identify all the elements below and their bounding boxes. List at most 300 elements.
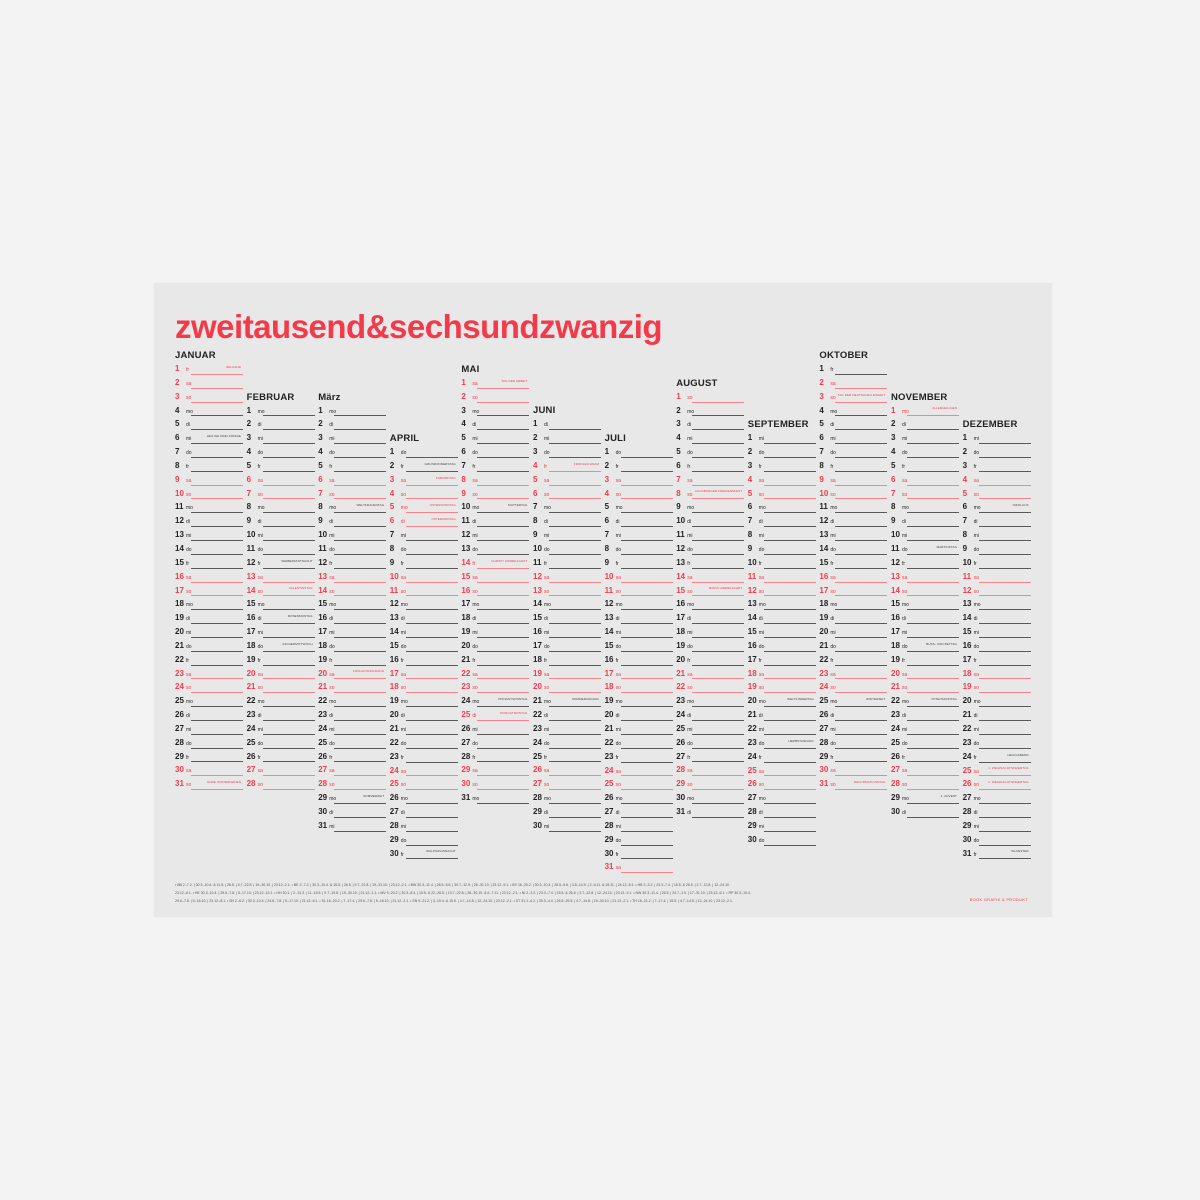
day-row[interactable]: [819, 446, 887, 460]
day-row[interactable]: [390, 571, 458, 585]
day-row[interactable]: [461, 654, 529, 668]
day-row[interactable]: [676, 501, 744, 515]
day-row[interactable]: [819, 640, 887, 654]
day-row[interactable]: [605, 612, 673, 626]
day-row[interactable]: [533, 751, 601, 765]
day-row[interactable]: [390, 695, 458, 709]
day-row[interactable]: [175, 598, 243, 612]
day-row[interactable]: [963, 626, 1031, 640]
day-row[interactable]: [963, 709, 1031, 723]
day-row[interactable]: [676, 640, 744, 654]
day-row[interactable]: [891, 501, 959, 515]
day-row[interactable]: [175, 612, 243, 626]
day-row[interactable]: [461, 626, 529, 640]
day-row[interactable]: [247, 751, 315, 765]
day-row[interactable]: [175, 529, 243, 543]
day-row[interactable]: [748, 765, 816, 779]
day-row[interactable]: [318, 405, 386, 419]
day-row[interactable]: [748, 654, 816, 668]
day-row[interactable]: [175, 778, 243, 792]
day-row[interactable]: [605, 820, 673, 834]
day-row[interactable]: [891, 460, 959, 474]
day-row[interactable]: [605, 460, 673, 474]
day-row[interactable]: [533, 598, 601, 612]
day-row[interactable]: [748, 585, 816, 599]
day-row[interactable]: [390, 474, 458, 488]
day-row[interactable]: [390, 612, 458, 626]
day-row[interactable]: [461, 668, 529, 682]
day-row[interactable]: [748, 792, 816, 806]
day-row[interactable]: [390, 778, 458, 792]
day-row[interactable]: [533, 543, 601, 557]
day-row[interactable]: [891, 668, 959, 682]
day-row[interactable]: [676, 723, 744, 737]
day-row[interactable]: [605, 792, 673, 806]
day-row[interactable]: [891, 557, 959, 571]
day-row[interactable]: [318, 764, 386, 778]
day-row[interactable]: [605, 585, 673, 599]
day-row[interactable]: [748, 612, 816, 626]
day-row[interactable]: [461, 571, 529, 585]
day-row[interactable]: [175, 543, 243, 557]
day-row[interactable]: [390, 806, 458, 820]
day-row[interactable]: [605, 668, 673, 682]
day-row[interactable]: [533, 709, 601, 723]
day-row[interactable]: [819, 543, 887, 557]
day-row[interactable]: [247, 557, 315, 571]
day-row[interactable]: [676, 557, 744, 571]
day-row[interactable]: [891, 405, 959, 419]
day-row[interactable]: [819, 695, 887, 709]
day-row[interactable]: [891, 792, 959, 806]
day-row[interactable]: [748, 515, 816, 529]
day-row[interactable]: [533, 792, 601, 806]
day-row[interactable]: [175, 709, 243, 723]
day-row[interactable]: [676, 391, 744, 405]
day-row[interactable]: [461, 446, 529, 460]
day-row[interactable]: [533, 432, 601, 446]
day-row[interactable]: [605, 557, 673, 571]
day-row[interactable]: [676, 598, 744, 612]
day-row[interactable]: [247, 529, 315, 543]
day-row[interactable]: [605, 861, 673, 875]
day-row[interactable]: [390, 681, 458, 695]
day-row[interactable]: [390, 640, 458, 654]
day-row[interactable]: [533, 474, 601, 488]
day-row[interactable]: [247, 432, 315, 446]
day-row[interactable]: [390, 529, 458, 543]
day-row[interactable]: [318, 792, 386, 806]
day-row[interactable]: [390, 654, 458, 668]
day-row[interactable]: [748, 834, 816, 848]
day-row[interactable]: [963, 460, 1031, 474]
day-row[interactable]: [247, 612, 315, 626]
day-row[interactable]: [175, 654, 243, 668]
day-row[interactable]: [247, 695, 315, 709]
day-row[interactable]: [318, 626, 386, 640]
day-row[interactable]: [963, 820, 1031, 834]
day-row[interactable]: [605, 543, 673, 557]
day-row[interactable]: [676, 792, 744, 806]
day-row[interactable]: [605, 654, 673, 668]
day-row[interactable]: [533, 820, 601, 834]
day-row[interactable]: [748, 432, 816, 446]
day-row[interactable]: [891, 515, 959, 529]
day-row[interactable]: [963, 501, 1031, 515]
day-row[interactable]: [318, 751, 386, 765]
day-row[interactable]: [247, 418, 315, 432]
day-row[interactable]: [819, 529, 887, 543]
day-row[interactable]: [676, 446, 744, 460]
day-row[interactable]: [318, 820, 386, 834]
day-row[interactable]: [318, 585, 386, 599]
day-row[interactable]: [390, 557, 458, 571]
day-row[interactable]: [676, 764, 744, 778]
day-row[interactable]: [891, 723, 959, 737]
day-row[interactable]: [533, 626, 601, 640]
day-row[interactable]: [318, 432, 386, 446]
day-row[interactable]: [247, 737, 315, 751]
day-row[interactable]: [390, 737, 458, 751]
day-row[interactable]: [891, 806, 959, 820]
day-row[interactable]: [461, 515, 529, 529]
day-row[interactable]: [676, 626, 744, 640]
day-row[interactable]: [891, 764, 959, 778]
day-row[interactable]: [819, 363, 887, 377]
day-row[interactable]: [676, 806, 744, 820]
day-row[interactable]: [891, 598, 959, 612]
day-row[interactable]: [318, 737, 386, 751]
day-row[interactable]: [247, 709, 315, 723]
day-row[interactable]: [748, 695, 816, 709]
day-row[interactable]: [461, 723, 529, 737]
day-row[interactable]: [819, 515, 887, 529]
day-row[interactable]: [247, 515, 315, 529]
day-row[interactable]: [748, 474, 816, 488]
day-row[interactable]: [390, 709, 458, 723]
day-row[interactable]: [390, 598, 458, 612]
day-row[interactable]: [819, 432, 887, 446]
day-row[interactable]: [676, 488, 744, 502]
day-row[interactable]: [175, 363, 243, 377]
day-row[interactable]: [819, 474, 887, 488]
day-row[interactable]: [819, 709, 887, 723]
day-row[interactable]: [963, 515, 1031, 529]
day-row[interactable]: [533, 571, 601, 585]
day-row[interactable]: [390, 515, 458, 529]
day-row[interactable]: [891, 612, 959, 626]
day-row[interactable]: [461, 391, 529, 405]
day-row[interactable]: [390, 668, 458, 682]
day-row[interactable]: [533, 488, 601, 502]
day-row[interactable]: [175, 488, 243, 502]
day-row[interactable]: [676, 751, 744, 765]
day-row[interactable]: [963, 640, 1031, 654]
day-row[interactable]: [390, 585, 458, 599]
day-row[interactable]: [390, 626, 458, 640]
day-row[interactable]: [748, 543, 816, 557]
day-row[interactable]: [247, 654, 315, 668]
day-row[interactable]: [247, 405, 315, 419]
day-row[interactable]: [963, 612, 1031, 626]
day-row[interactable]: [318, 501, 386, 515]
day-row[interactable]: [748, 806, 816, 820]
day-row[interactable]: [175, 377, 243, 391]
day-row[interactable]: [533, 778, 601, 792]
day-row[interactable]: [963, 792, 1031, 806]
day-row[interactable]: [175, 723, 243, 737]
day-row[interactable]: [819, 654, 887, 668]
day-row[interactable]: [748, 709, 816, 723]
day-row[interactable]: [963, 571, 1031, 585]
day-row[interactable]: [676, 778, 744, 792]
day-row[interactable]: [390, 792, 458, 806]
day-row[interactable]: [318, 612, 386, 626]
day-row[interactable]: [247, 488, 315, 502]
day-row[interactable]: [748, 640, 816, 654]
day-row[interactable]: [676, 709, 744, 723]
day-row[interactable]: [748, 626, 816, 640]
day-row[interactable]: [819, 418, 887, 432]
day-row[interactable]: [533, 695, 601, 709]
day-row[interactable]: [748, 737, 816, 751]
day-row[interactable]: [748, 460, 816, 474]
day-row[interactable]: [247, 460, 315, 474]
day-row[interactable]: [318, 474, 386, 488]
day-row[interactable]: [175, 695, 243, 709]
day-row[interactable]: [247, 585, 315, 599]
day-row[interactable]: [318, 446, 386, 460]
day-row[interactable]: [533, 737, 601, 751]
day-row[interactable]: [318, 668, 386, 682]
day-row[interactable]: [819, 571, 887, 585]
day-row[interactable]: [605, 751, 673, 765]
day-row[interactable]: [819, 501, 887, 515]
day-row[interactable]: [533, 515, 601, 529]
day-row[interactable]: [891, 418, 959, 432]
day-row[interactable]: [533, 668, 601, 682]
day-row[interactable]: [963, 557, 1031, 571]
day-row[interactable]: [318, 515, 386, 529]
day-row[interactable]: [175, 557, 243, 571]
day-row[interactable]: [819, 598, 887, 612]
day-row[interactable]: [390, 723, 458, 737]
day-row[interactable]: [963, 543, 1031, 557]
day-row[interactable]: [461, 751, 529, 765]
day-row[interactable]: [676, 695, 744, 709]
day-row[interactable]: [247, 764, 315, 778]
day-row[interactable]: [605, 515, 673, 529]
day-row[interactable]: [533, 585, 601, 599]
day-row[interactable]: [819, 751, 887, 765]
day-row[interactable]: [676, 585, 744, 599]
day-row[interactable]: [963, 432, 1031, 446]
day-row[interactable]: [533, 723, 601, 737]
day-row[interactable]: [676, 543, 744, 557]
day-row[interactable]: [819, 668, 887, 682]
day-row[interactable]: [963, 778, 1031, 792]
day-row[interactable]: [819, 405, 887, 419]
day-row[interactable]: [461, 474, 529, 488]
day-row[interactable]: [676, 418, 744, 432]
day-row[interactable]: [175, 751, 243, 765]
day-row[interactable]: [318, 543, 386, 557]
day-row[interactable]: [175, 405, 243, 419]
day-row[interactable]: [175, 585, 243, 599]
day-row[interactable]: [605, 834, 673, 848]
day-row[interactable]: [461, 418, 529, 432]
day-row[interactable]: [247, 668, 315, 682]
day-row[interactable]: [819, 488, 887, 502]
day-row[interactable]: [533, 612, 601, 626]
day-row[interactable]: [461, 598, 529, 612]
day-row[interactable]: [318, 695, 386, 709]
day-row[interactable]: [748, 529, 816, 543]
day-row[interactable]: [676, 460, 744, 474]
day-row[interactable]: [891, 488, 959, 502]
day-row[interactable]: [533, 529, 601, 543]
day-row[interactable]: [247, 474, 315, 488]
day-row[interactable]: [318, 418, 386, 432]
day-row[interactable]: [963, 723, 1031, 737]
day-row[interactable]: [819, 460, 887, 474]
day-row[interactable]: [318, 723, 386, 737]
day-row[interactable]: [247, 446, 315, 460]
day-row[interactable]: [605, 848, 673, 862]
day-row[interactable]: [605, 598, 673, 612]
day-row[interactable]: [605, 765, 673, 779]
day-row[interactable]: [461, 640, 529, 654]
day-row[interactable]: [605, 695, 673, 709]
day-row[interactable]: [963, 668, 1031, 682]
day-row[interactable]: [605, 806, 673, 820]
day-row[interactable]: [175, 474, 243, 488]
day-row[interactable]: [318, 709, 386, 723]
day-row[interactable]: [175, 501, 243, 515]
day-row[interactable]: [318, 557, 386, 571]
day-row[interactable]: [891, 654, 959, 668]
day-row[interactable]: [390, 543, 458, 557]
day-row[interactable]: [819, 778, 887, 792]
day-row[interactable]: [605, 737, 673, 751]
day-row[interactable]: [461, 778, 529, 792]
day-row[interactable]: [461, 501, 529, 515]
day-row[interactable]: [390, 848, 458, 862]
day-row[interactable]: [461, 460, 529, 474]
day-row[interactable]: [819, 626, 887, 640]
day-row[interactable]: [175, 571, 243, 585]
day-row[interactable]: [461, 764, 529, 778]
day-row[interactable]: [605, 529, 673, 543]
day-row[interactable]: [533, 640, 601, 654]
day-row[interactable]: [533, 557, 601, 571]
day-row[interactable]: [175, 391, 243, 405]
day-row[interactable]: [533, 418, 601, 432]
day-row[interactable]: [891, 446, 959, 460]
day-row[interactable]: [819, 391, 887, 405]
day-row[interactable]: [605, 709, 673, 723]
day-row[interactable]: [533, 654, 601, 668]
day-row[interactable]: [175, 515, 243, 529]
day-row[interactable]: [963, 806, 1031, 820]
day-row[interactable]: [676, 737, 744, 751]
day-row[interactable]: [963, 474, 1031, 488]
day-row[interactable]: [891, 432, 959, 446]
day-row[interactable]: [605, 446, 673, 460]
day-row[interactable]: [963, 654, 1031, 668]
day-row[interactable]: [390, 820, 458, 834]
day-row[interactable]: [676, 432, 744, 446]
day-row[interactable]: [533, 806, 601, 820]
day-row[interactable]: [461, 585, 529, 599]
day-row[interactable]: [175, 446, 243, 460]
day-row[interactable]: [605, 501, 673, 515]
day-row[interactable]: [891, 751, 959, 765]
day-row[interactable]: [748, 557, 816, 571]
day-row[interactable]: [390, 751, 458, 765]
day-row[interactable]: [175, 737, 243, 751]
day-row[interactable]: [175, 432, 243, 446]
day-row[interactable]: [748, 820, 816, 834]
day-row[interactable]: [748, 668, 816, 682]
day-row[interactable]: [461, 709, 529, 723]
day-row[interactable]: [963, 585, 1031, 599]
day-row[interactable]: [318, 460, 386, 474]
day-row[interactable]: [461, 737, 529, 751]
day-row[interactable]: [819, 737, 887, 751]
day-row[interactable]: [963, 529, 1031, 543]
day-row[interactable]: [963, 695, 1031, 709]
day-row[interactable]: [461, 432, 529, 446]
day-row[interactable]: [891, 571, 959, 585]
day-row[interactable]: [461, 405, 529, 419]
day-row[interactable]: [676, 612, 744, 626]
day-row[interactable]: [819, 723, 887, 737]
day-row[interactable]: [605, 571, 673, 585]
day-row[interactable]: [390, 765, 458, 779]
day-row[interactable]: [461, 377, 529, 391]
day-row[interactable]: [247, 501, 315, 515]
day-row[interactable]: [461, 612, 529, 626]
day-row[interactable]: [676, 405, 744, 419]
day-row[interactable]: [748, 501, 816, 515]
day-row[interactable]: [605, 681, 673, 695]
day-row[interactable]: [891, 585, 959, 599]
day-row[interactable]: [676, 529, 744, 543]
day-row[interactable]: [605, 626, 673, 640]
day-row[interactable]: [748, 446, 816, 460]
day-row[interactable]: [819, 612, 887, 626]
day-row[interactable]: [819, 585, 887, 599]
day-row[interactable]: [175, 626, 243, 640]
day-row[interactable]: [891, 695, 959, 709]
day-row[interactable]: [891, 737, 959, 751]
day-row[interactable]: [461, 557, 529, 571]
day-row[interactable]: [819, 557, 887, 571]
day-row[interactable]: [676, 681, 744, 695]
day-row[interactable]: [605, 640, 673, 654]
day-row[interactable]: [748, 598, 816, 612]
day-row[interactable]: [963, 681, 1031, 695]
day-row[interactable]: [175, 681, 243, 695]
day-row[interactable]: [533, 501, 601, 515]
day-row[interactable]: [318, 681, 386, 695]
day-row[interactable]: [318, 598, 386, 612]
day-row[interactable]: [605, 474, 673, 488]
day-row[interactable]: [605, 723, 673, 737]
day-row[interactable]: [461, 529, 529, 543]
day-row[interactable]: [318, 640, 386, 654]
